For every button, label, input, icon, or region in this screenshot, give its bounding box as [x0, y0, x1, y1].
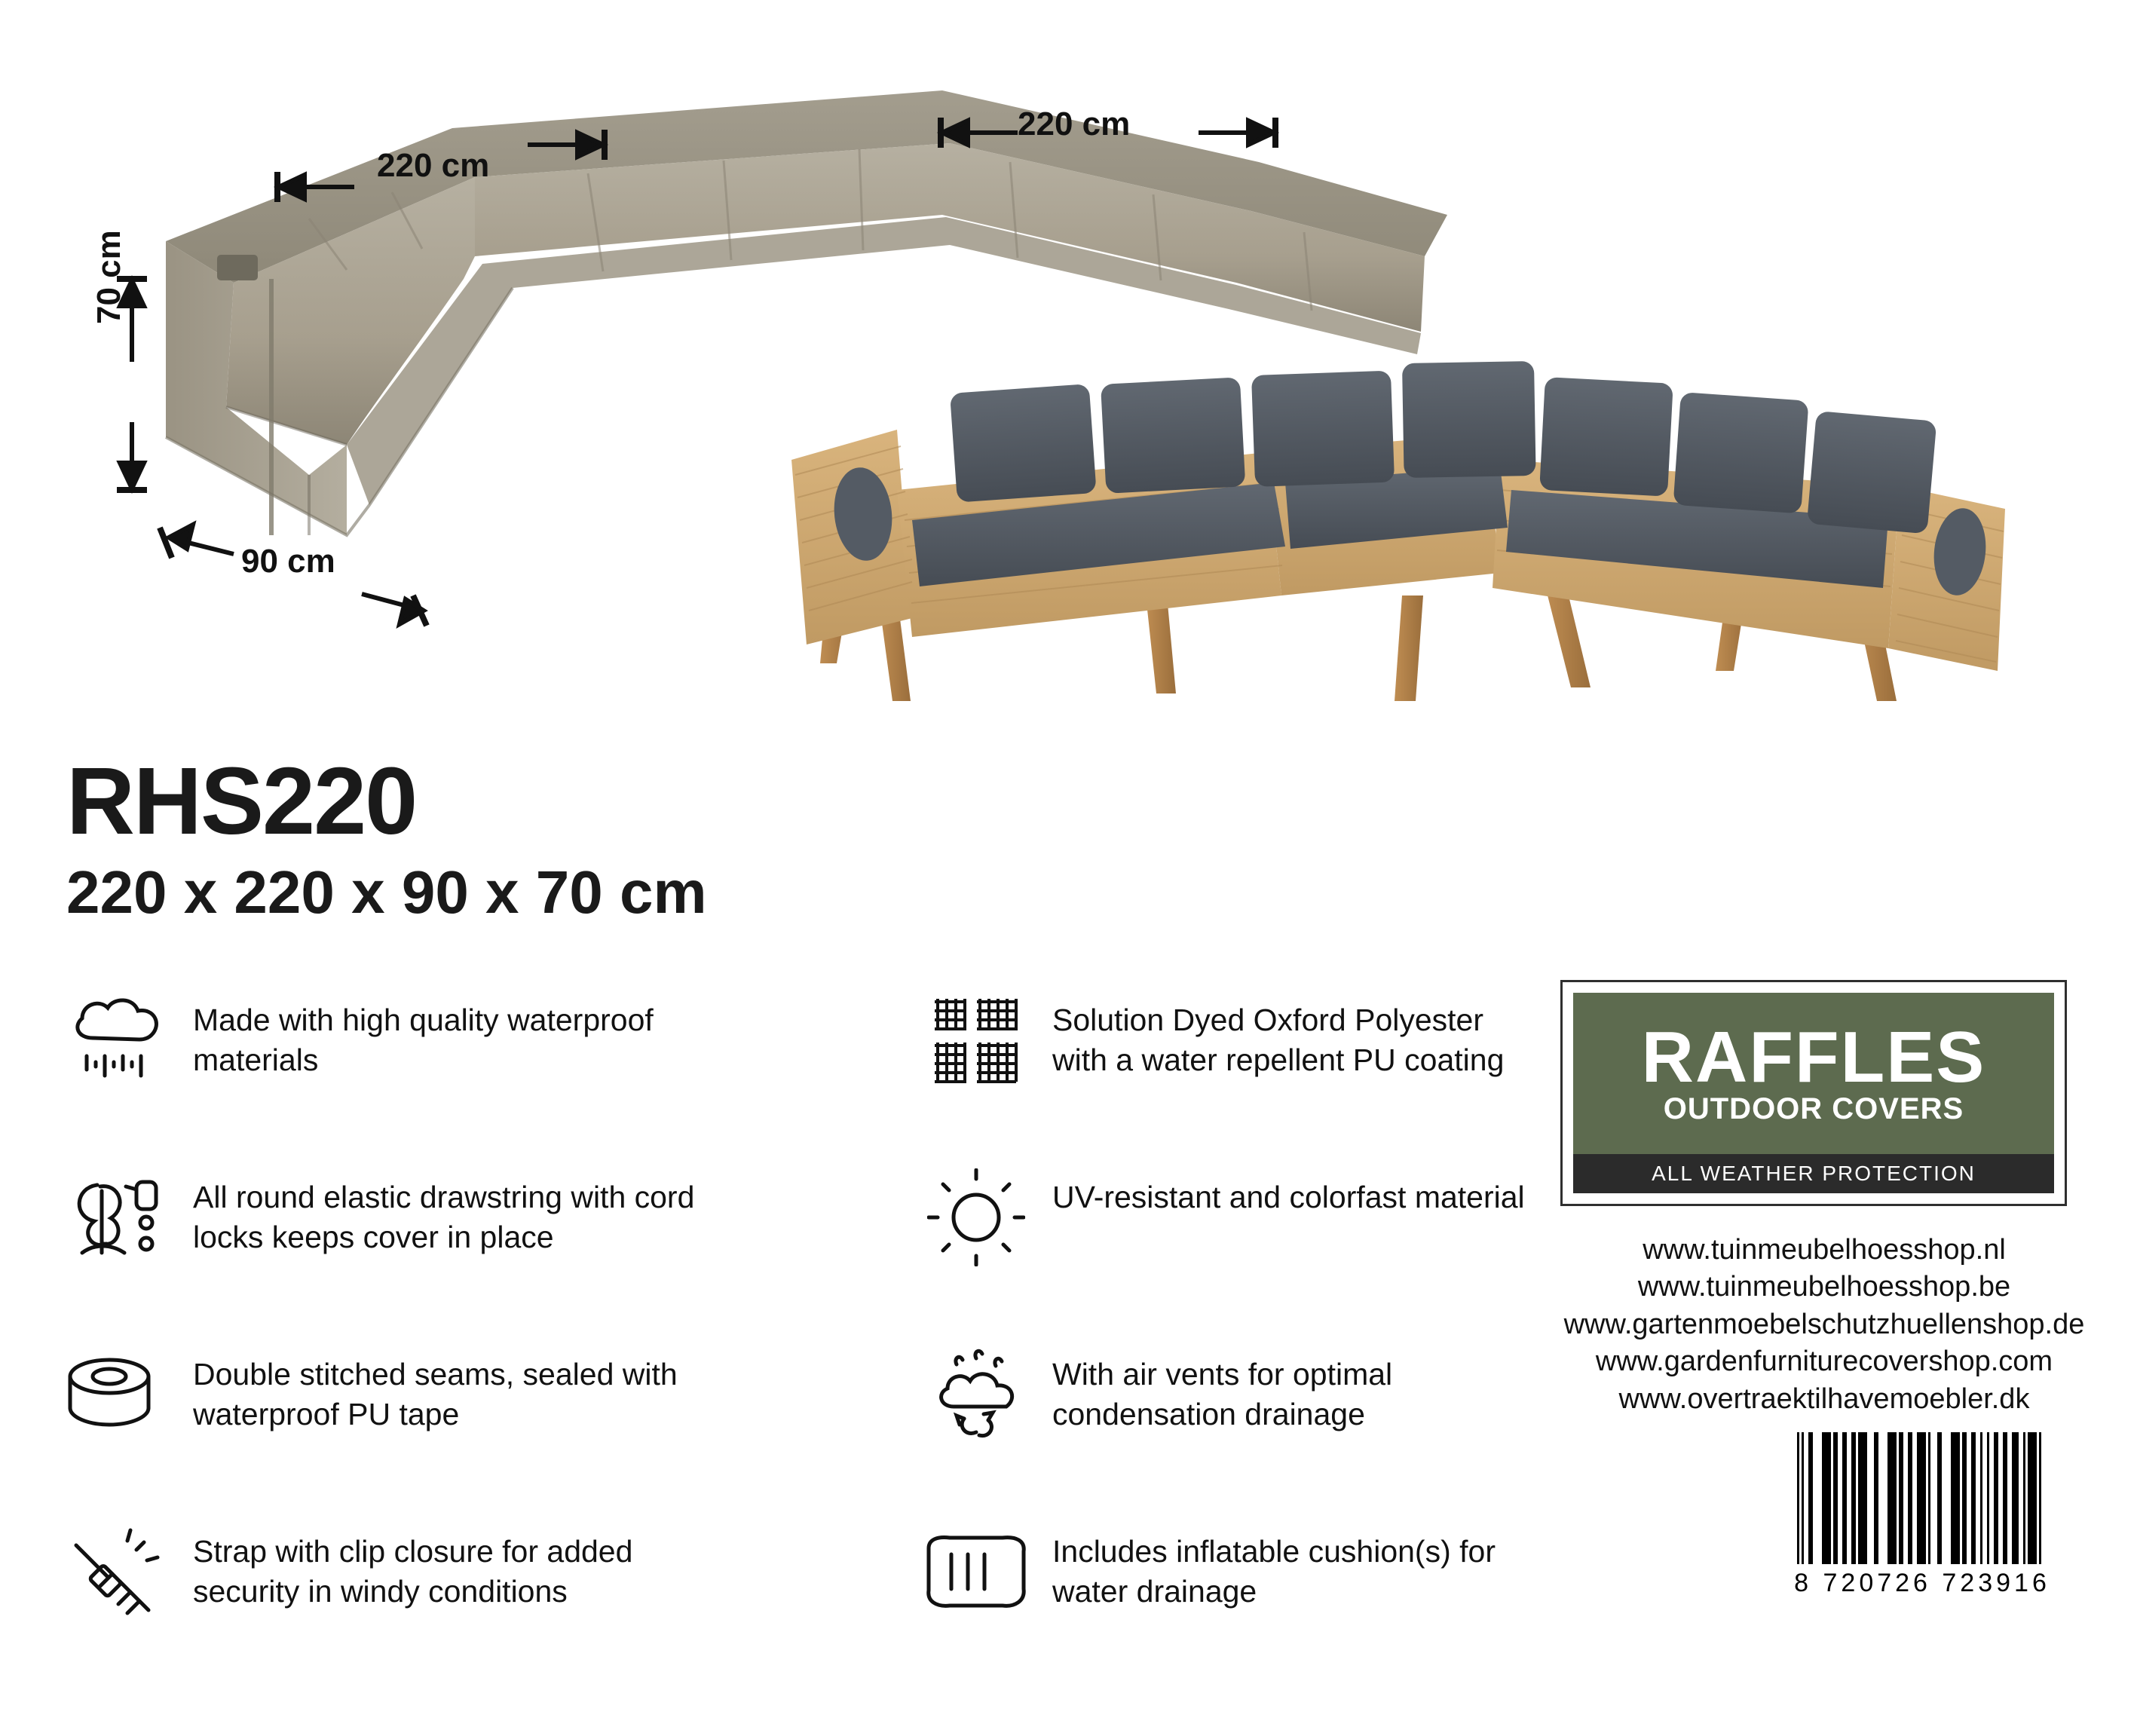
logo-green-block [1573, 993, 2054, 1154]
product-illustration [0, 0, 2137, 769]
feature-item [920, 1161, 1530, 1338]
brand-panel [1560, 980, 2088, 1418]
strap-clip-icon [60, 1515, 173, 1628]
website-item: www.tuinmeubelhoesshop.be [1637, 1271, 2011, 1303]
rain-cloud-icon [60, 984, 173, 1097]
feature-text: Made with high quality waterproof materials [193, 1003, 654, 1078]
feature-text: UV-resistant and colorfast material [1052, 1180, 1525, 1214]
dimension-label-depth: 90 cm [241, 543, 335, 580]
product-code: RHS220 [66, 748, 417, 854]
feature-item [920, 1338, 1530, 1515]
inflatable-cushion-icon [920, 1515, 1033, 1628]
brand-subtitle: OUTDOOR COVERS [1663, 1092, 1964, 1125]
brand-tagline: ALL WEATHER PROTECTION [1573, 1154, 2054, 1193]
website-item: www.gartenmoebelschutzhuellenshop.de [1563, 1308, 2085, 1340]
feature-list [60, 984, 1530, 1692]
feature-text: Includes inflatable cushion(s) for water drainage [1052, 1534, 1496, 1609]
feature-item [920, 984, 1530, 1161]
feature-text: Double stitched seams, sealed with waterproof PU tape [193, 1357, 678, 1432]
raffles-logo [1560, 980, 2067, 1206]
website-item: www.overtraektilhavemoebler.dk [1618, 1382, 2030, 1415]
product-dimensions: 220 x 220 x 90 x 70 cm [66, 859, 707, 926]
barcode [1756, 1432, 2088, 1598]
sun-icon [920, 1161, 1033, 1274]
tape-roll-icon [60, 1338, 173, 1451]
feature-item [60, 1515, 920, 1692]
website-list [1560, 1232, 2088, 1418]
feature-text: With air vents for optimal condensation drainage [1052, 1357, 1393, 1432]
feature-text: All round elastic drawstring with cord locks keeps cover in place [193, 1180, 695, 1255]
feature-item [60, 1338, 920, 1515]
feature-text: Solution Dyed Oxford Polyester with a water repellent PU coating [1052, 1003, 1505, 1078]
air-vent-icon [920, 1338, 1033, 1451]
dimension-label-height: 70 cm [90, 230, 127, 324]
barcode-number: 8 720726 723916 [1794, 1569, 2050, 1597]
feature-text: Strap with clip closure for added security in windy conditions [193, 1534, 633, 1609]
dimension-label-length-right: 220 cm [1018, 106, 1131, 142]
brand-name: RAFFLES [1641, 1017, 1986, 1098]
barcode-bars [1756, 1432, 2088, 1564]
product-title-block [66, 748, 707, 926]
website-item: www.gardenfurniturecovershop.com [1595, 1346, 2053, 1378]
website-item: www.tuinmeubelhoesshop.nl [1643, 1234, 2006, 1266]
fabric-weave-icon [920, 984, 1033, 1097]
feature-item [920, 1515, 1530, 1692]
drawstring-cordlock-icon [60, 1161, 173, 1274]
dimension-label-length-left: 220 cm [377, 147, 490, 184]
feature-item [60, 1161, 920, 1338]
feature-item [60, 984, 920, 1161]
